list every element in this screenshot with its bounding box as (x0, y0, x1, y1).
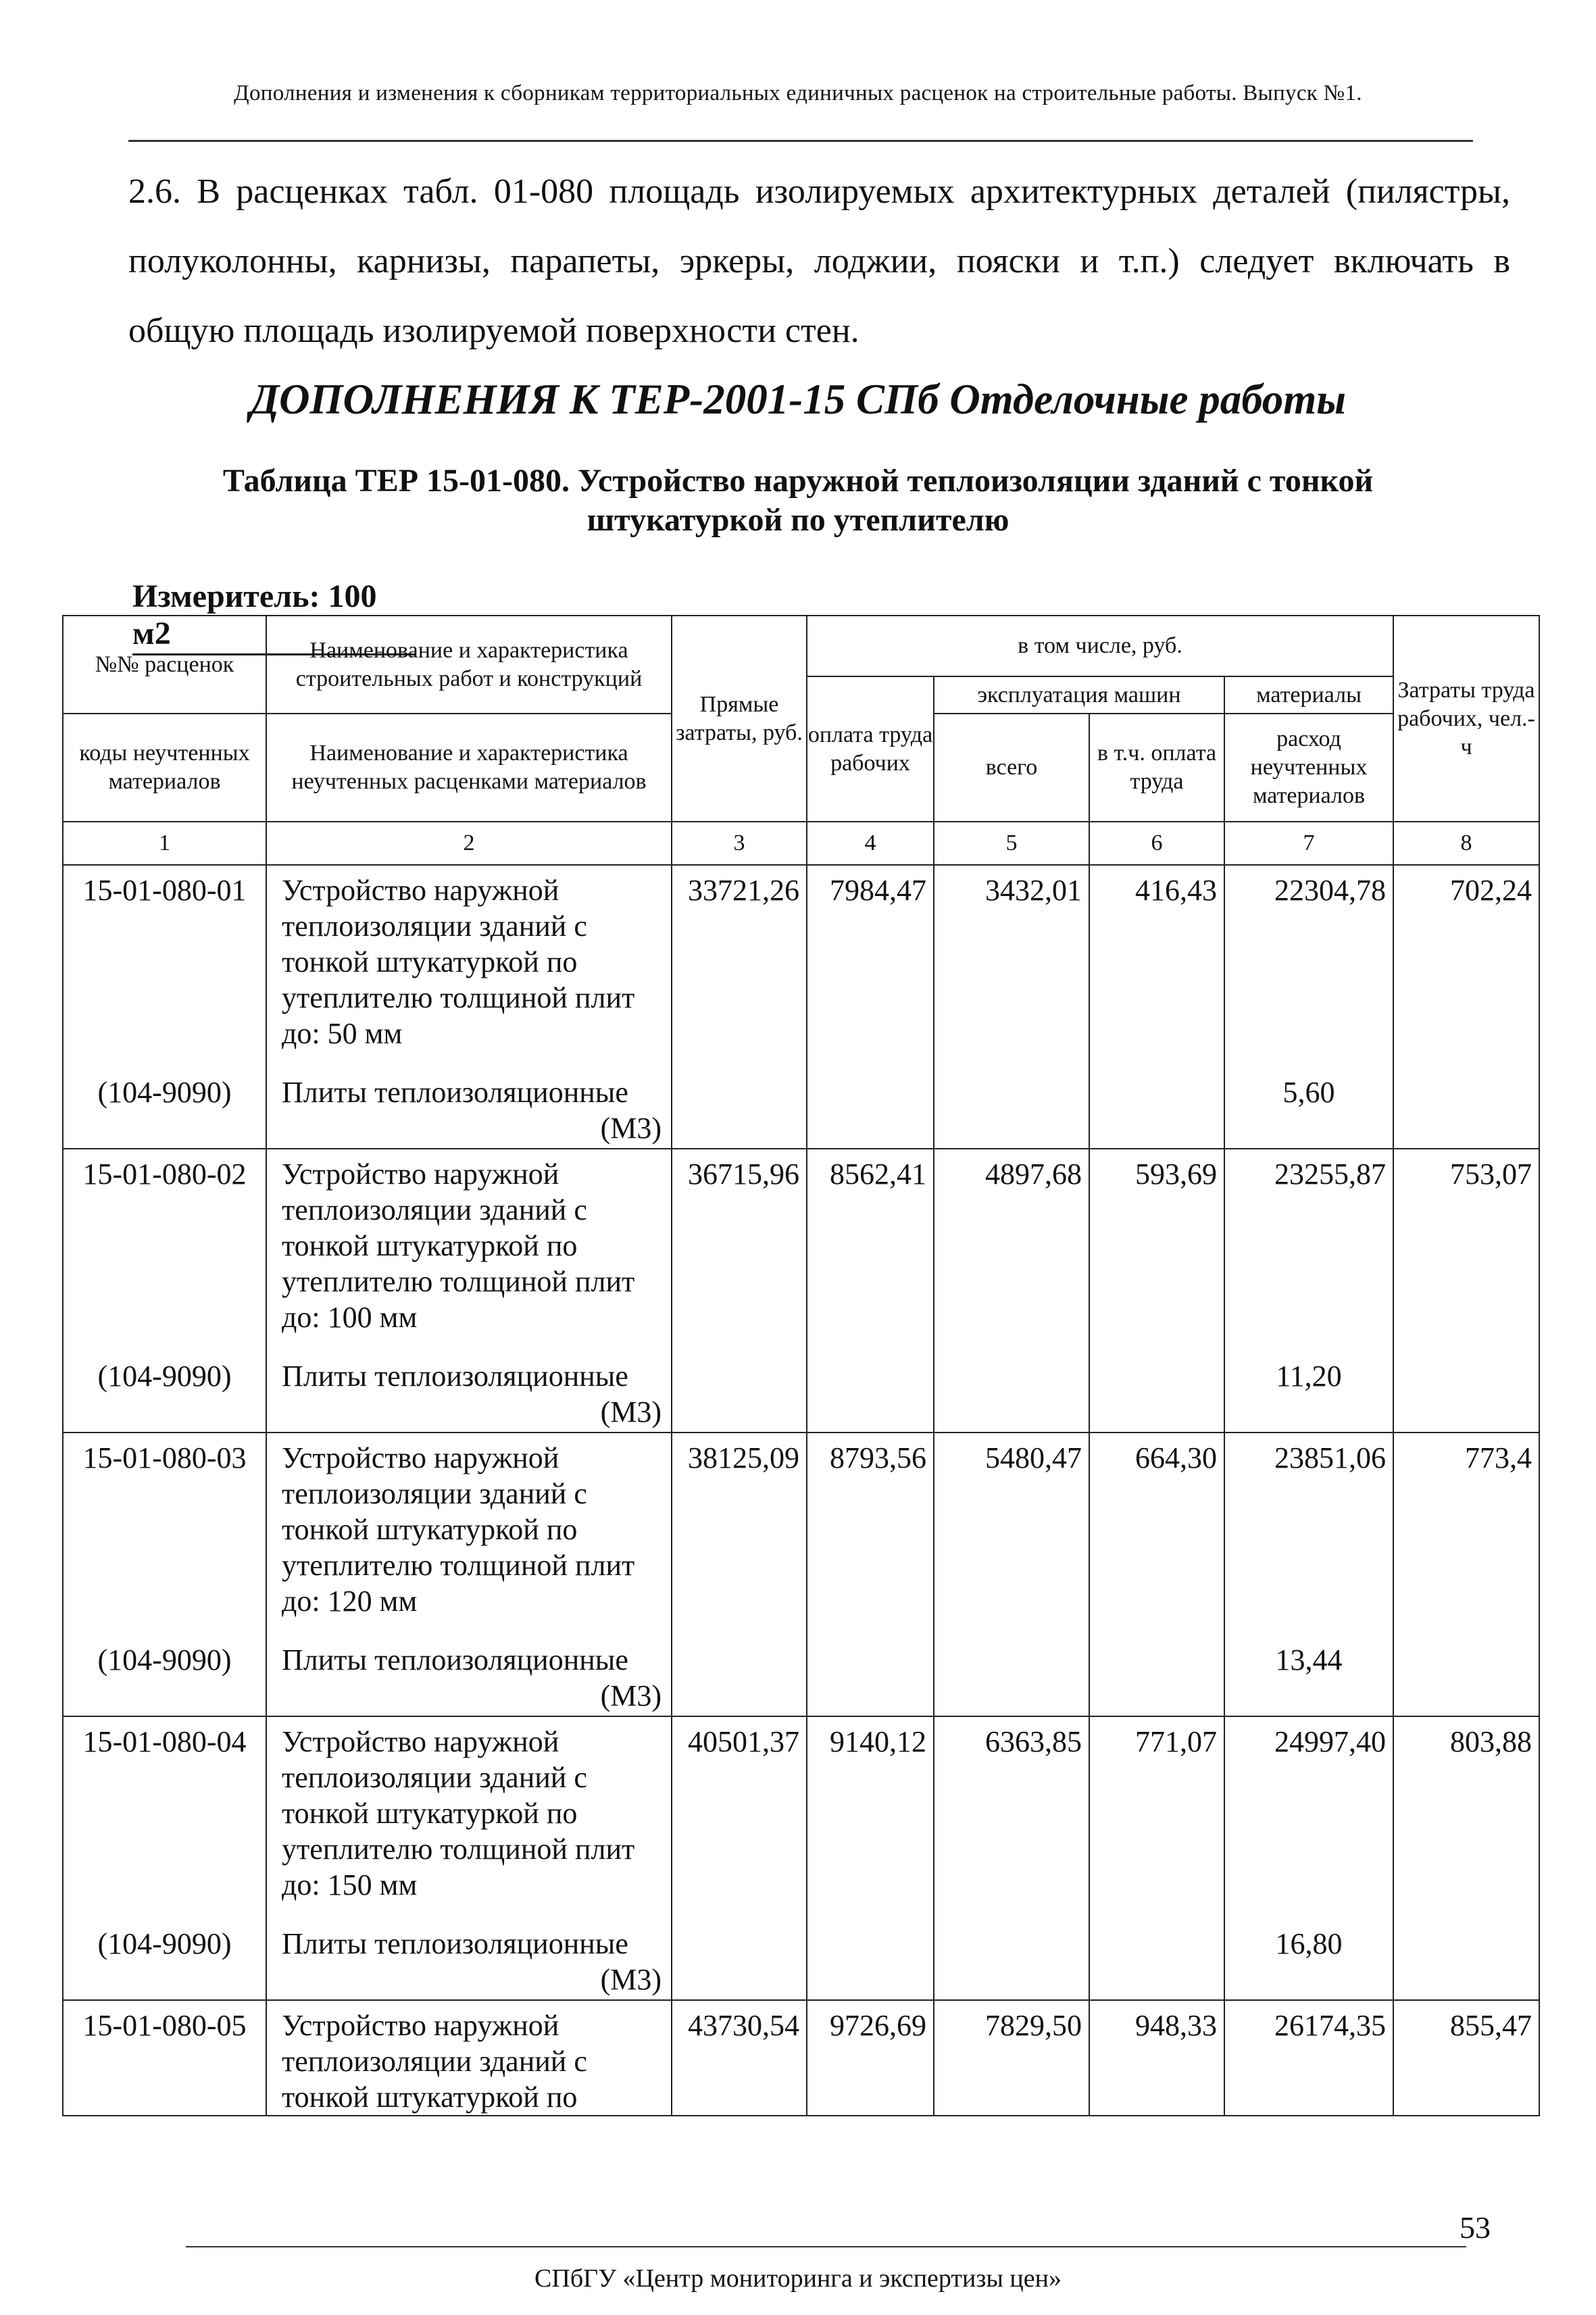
table-title (0, 462, 1596, 540)
rates-table (62, 615, 1540, 2116)
material-name-cell (266, 1635, 672, 1716)
material-amount: 13,44 (1224, 1635, 1393, 1716)
work-name: Устройство наружной теплоизоляции зданий с тонкой штукатуркой по утеплителю толщиной плит до: 120 мм (266, 1433, 672, 1635)
direct-costs: 36715,96 (672, 1149, 807, 1351)
labor-costs: 855,47 (1393, 2000, 1539, 2116)
table-title-line-1: Таблица ТЕР 15-01-080. Устройство наружной теплоизоляции зданий с тонкой (222, 463, 1374, 499)
column-number: 6 (1089, 822, 1224, 865)
machines-pay: 948,33 (1089, 2000, 1224, 2116)
empty-cell (672, 1068, 807, 1149)
empty-cell (1089, 1068, 1224, 1149)
page-header: Дополнения и изменения к сборникам территориальных единичных расценок на строительные работы. Выпуск №1. (234, 81, 1362, 105)
material-name-cell (266, 1919, 672, 2000)
machines-total: 7829,50 (934, 2000, 1089, 2116)
machines-total: 6363,85 (934, 1716, 1089, 1919)
labor-pay: 7984,47 (807, 865, 934, 1068)
empty-cell (672, 1919, 807, 2000)
column-number: 8 (1393, 822, 1539, 865)
direct-costs: 38125,09 (672, 1433, 807, 1635)
material-name: Плиты теплоизоляционные (282, 1076, 628, 1109)
page-number: 53 (1460, 2210, 1491, 2245)
table-row (63, 865, 1539, 1068)
empty-cell (934, 1068, 1089, 1149)
labor-costs: 803,88 (1393, 1716, 1539, 1919)
empty-cell (934, 1919, 1089, 2000)
header-rate-numbers: №№ расценок (63, 616, 266, 714)
empty-cell (1089, 1635, 1224, 1716)
labor-pay: 9726,69 (807, 2000, 934, 2116)
material-amount: 16,80 (1224, 1919, 1393, 2000)
measure-unit: Измеритель: 100 м2 (132, 578, 416, 655)
rate-code: 15-01-080-01 (63, 865, 266, 1068)
material-code: (104-9090) (63, 1919, 266, 2000)
material-row (63, 1351, 1539, 1433)
rate-code: 15-01-080-02 (63, 1149, 266, 1351)
rate-code: 15-01-080-03 (63, 1433, 266, 1635)
header-labor-costs: Затраты труда рабочих, чел.-ч (1393, 616, 1539, 822)
material-amount: 11,20 (1224, 1351, 1393, 1433)
footer-divider (186, 2246, 1466, 2247)
materials: 26174,35 (1224, 2000, 1393, 2116)
empty-cell (1393, 1068, 1539, 1149)
empty-cell (807, 1351, 934, 1433)
machines-pay: 416,43 (1089, 865, 1224, 1068)
empty-cell (1089, 1919, 1224, 2000)
material-name: Плиты теплоизоляционные (282, 1927, 628, 1960)
column-number: 3 (672, 822, 807, 865)
empty-cell (1089, 1351, 1224, 1433)
direct-costs: 33721,26 (672, 865, 807, 1068)
paragraph-2-6: 2.6. В расценках табл. 01-080 площадь изолируемых архитектурных деталей (пилястры, полуколонны, карнизы, парапеты, эркеры, лоджии, пояски и т.п.) следует включать в общую площадь изолируемой поверхности стен. (128, 172, 1510, 350)
material-name-cell (266, 1351, 672, 1433)
table-row (63, 1716, 1539, 1919)
table-title-line-2: штукатуркой по утеплителю (587, 502, 1009, 538)
labor-costs: 753,07 (1393, 1149, 1539, 1351)
table-row (63, 2000, 1539, 2116)
work-name: Устройство наружной теплоизоляции зданий с тонкой штукатуркой по утеплителю толщиной плит до: 150 мм (266, 1716, 672, 1919)
table-row (63, 1433, 1539, 1635)
header-materials: материалы (1224, 676, 1393, 714)
material-row (63, 1068, 1539, 1149)
labor-pay: 8793,56 (807, 1433, 934, 1635)
machines-total: 5480,47 (934, 1433, 1089, 1635)
header-direct-costs: Прямые затраты, руб. (672, 616, 807, 822)
footer-text: СПбГУ «Центр мониторинга и экспертизы цен» (534, 2264, 1062, 2293)
column-number: 7 (1224, 822, 1393, 865)
header-material-use: расход неучтенных материалов (1224, 714, 1393, 822)
header-machines-total: всего (934, 714, 1089, 822)
header-machines-pay: в т.ч. оплата труда (1089, 714, 1224, 822)
empty-cell (807, 1635, 934, 1716)
labor-costs: 702,24 (1393, 865, 1539, 1068)
material-unit: (М3) (600, 1963, 662, 1996)
header-material-names: Наименование и характеристика неучтенных расценками материалов (266, 714, 672, 822)
header-labor-pay: оплата труда рабочих (807, 676, 934, 822)
labor-pay: 9140,12 (807, 1716, 934, 1919)
labor-pay: 8562,41 (807, 1149, 934, 1351)
empty-cell (1393, 1635, 1539, 1716)
machines-pay: 593,69 (1089, 1149, 1224, 1351)
table-row (63, 1149, 1539, 1351)
column-number: 4 (807, 822, 934, 865)
header-work-name: Наименование и характеристика строительных работ и конструкций (266, 616, 672, 714)
machines-total: 3432,01 (934, 865, 1089, 1068)
material-code: (104-9090) (63, 1635, 266, 1716)
work-name: Устройство наружной теплоизоляции зданий с тонкой штукатуркой по утеплителю толщиной плит до: 100 мм (266, 1149, 672, 1351)
material-row (63, 1635, 1539, 1716)
materials: 23851,06 (1224, 1433, 1393, 1635)
header-machines: эксплуатация машин (934, 676, 1224, 714)
header-material-codes: коды неучтенных материалов (63, 714, 266, 822)
empty-cell (807, 1919, 934, 2000)
rate-code: 15-01-080-04 (63, 1716, 266, 1919)
machines-total: 4897,68 (934, 1149, 1089, 1351)
empty-cell (672, 1635, 807, 1716)
empty-cell (672, 1351, 807, 1433)
material-row (63, 1919, 1539, 2000)
column-number: 5 (934, 822, 1089, 865)
header-divider (128, 140, 1473, 142)
empty-cell (807, 1068, 934, 1149)
material-name: Плиты теплоизоляционные (282, 1360, 628, 1393)
work-name: Устройство наружной теплоизоляции зданий с тонкой штукатуркой по утеплителю толщиной плит до: 50 мм (266, 865, 672, 1068)
material-unit: (М3) (600, 1679, 662, 1712)
empty-cell (1393, 1919, 1539, 2000)
work-name: Устройство наружной теплоизоляции зданий с тонкой штукатуркой по (266, 2000, 672, 2116)
direct-costs: 40501,37 (672, 1716, 807, 1919)
material-code: (104-9090) (63, 1068, 266, 1149)
column-number: 2 (266, 822, 672, 865)
column-number: 1 (63, 822, 266, 865)
machines-pay: 664,30 (1089, 1433, 1224, 1635)
empty-cell (934, 1635, 1089, 1716)
rate-code: 15-01-080-05 (63, 2000, 266, 2116)
table-body (63, 865, 1539, 2116)
machines-pay: 771,07 (1089, 1716, 1224, 1919)
material-name-cell (266, 1068, 672, 1149)
header-including: в том числе, руб. (807, 616, 1393, 676)
section-title: ДОПОЛНЕНИЯ К ТЕР-2001-15 СПб Отделочные работы (249, 376, 1347, 423)
material-code: (104-9090) (63, 1351, 266, 1433)
labor-costs: 773,4 (1393, 1433, 1539, 1635)
material-amount: 5,60 (1224, 1068, 1393, 1149)
material-name: Плиты теплоизоляционные (282, 1643, 628, 1676)
material-unit: (М3) (600, 1112, 662, 1145)
empty-cell (934, 1351, 1089, 1433)
direct-costs: 43730,54 (672, 2000, 807, 2116)
materials: 23255,87 (1224, 1149, 1393, 1351)
empty-cell (1393, 1351, 1539, 1433)
materials: 24997,40 (1224, 1716, 1393, 1919)
material-unit: (М3) (600, 1395, 662, 1428)
materials: 22304,78 (1224, 865, 1393, 1068)
